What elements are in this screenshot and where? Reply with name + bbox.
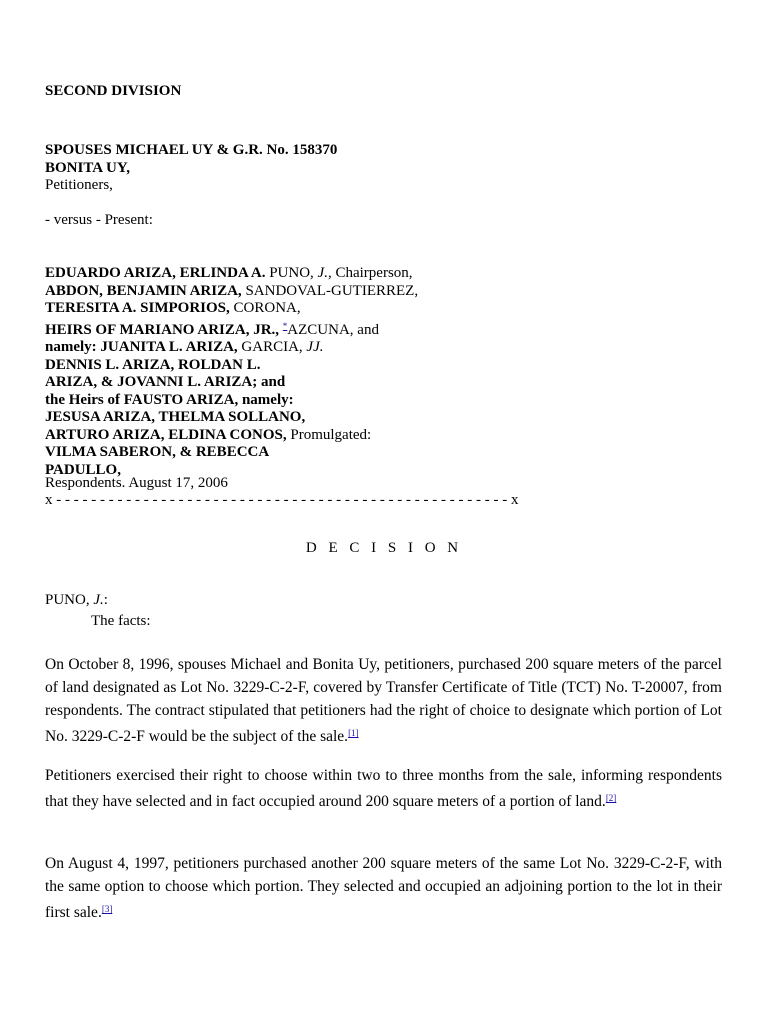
paragraph-text: On October 8, 1996, spouses Michael and Bonita Uy, petitioners, purchased 200 square meters of the parcel of land designated as Lot No. 3229-C-2-F, covered by Transfer Certificate of Title (TCT) No. T-20007, from respondents. The contract stipulated that petitioners had the right of choice to designate which portion of Lot No. 3229-C-2-F would be the subject of the sale.	[45, 656, 722, 745]
facts-intro: The facts:	[91, 613, 151, 629]
respondent-names: ARIZA, & JOVANNI L. ARIZA; and	[45, 374, 286, 390]
respondent-line	[45, 339, 723, 357]
respondent-names: TERESITA A. SIMPORIOS,	[45, 300, 230, 316]
ponente-line: PUNO, J.:	[45, 592, 108, 608]
respondent-names: namely: JUANITA L. ARIZA,	[45, 339, 238, 355]
petitioners-role: Petitioners,	[45, 177, 113, 193]
respondent-line	[45, 265, 723, 283]
respondent-line	[45, 427, 723, 445]
respondent-names: HEIRS OF MARIANO ARIZA, JR.,	[45, 321, 280, 338]
bench-title: JJ.	[306, 339, 324, 355]
paragraph-text: On August 4, 1997, petitioners purchased another 200 square meters of the same Lot No. 3229-C-2-F, with the same option to choose which portion. They selected and occupied an adjoining portion to the lot in their first sale.	[45, 855, 722, 921]
respondent-line	[45, 300, 723, 318]
bench-text-tail: , Chairperson,	[327, 265, 413, 281]
respondent-names: DENNIS L. ARIZA, ROLDAN L.	[45, 356, 261, 373]
bench-text: SANDOVAL-GUTIERREZ,	[241, 282, 419, 299]
respondent-line	[45, 357, 723, 375]
respondent-line	[45, 444, 723, 462]
respondent-names: the Heirs of FAUSTO ARIZA, namely:	[45, 391, 294, 408]
bench-text: CORONA,	[229, 300, 301, 316]
bench-text-tail: AZCUNA, and	[287, 321, 379, 338]
respondents-block	[45, 265, 723, 479]
respondent-names: ABDON, BENJAMIN ARIZA,	[45, 282, 242, 299]
respondent-line	[45, 283, 723, 301]
footnote-link-1[interactable]: [1]	[348, 728, 359, 738]
petitioners-line-2: BONITA UY,	[45, 159, 131, 176]
bench-title: J.	[317, 265, 328, 281]
ponente-title: J.	[93, 592, 104, 608]
respondent-names: VILMA SABERON, & REBECCA	[45, 444, 270, 460]
decision-heading: D E C I S I O N	[305, 540, 463, 556]
respondents-role-date: Respondents. August 17, 2006	[45, 475, 228, 491]
bench-text: PUNO,	[265, 265, 318, 281]
division-heading: SECOND DIVISION	[45, 83, 182, 99]
respondent-line	[45, 392, 723, 410]
paragraph-text: Petitioners exercised their right to choose within two to three months from the sale, informing respondents that they have selected and in fact occupied around 200 square meters of a portion of land.	[45, 767, 722, 810]
respondent-line	[45, 318, 723, 340]
respondent-line	[45, 409, 723, 427]
paragraph-1	[45, 653, 722, 748]
respondent-names: PADULLO,	[45, 461, 121, 478]
footnote-link[interactable]: *	[282, 320, 288, 331]
caption-divider: x - - - - - - - - - - - - - - - - - - - - - - - - - - - - - - - - - - - - - - - - - - - - - - - - - - - - x	[45, 492, 519, 508]
respondent-line	[45, 374, 723, 392]
paragraph-2	[45, 764, 722, 813]
footnote-link-3[interactable]: [3]	[101, 904, 113, 914]
petitioners-block	[45, 142, 723, 195]
footnote-link-2[interactable]: [2]	[605, 793, 617, 803]
versus-line: - versus - Present:	[45, 212, 153, 228]
respondent-names: EDUARDO ARIZA, ERLINDA A.	[45, 265, 266, 281]
ponente-name: PUNO,	[45, 592, 94, 608]
petitioners-line-1: SPOUSES MICHAEL UY & G.R. No. 158370	[45, 142, 338, 158]
bench-text: Promulgated:	[286, 426, 372, 443]
bench-text: GARCIA,	[237, 339, 307, 355]
paragraph-3	[45, 852, 722, 924]
respondent-names: ARTURO ARIZA, ELDINA CONOS,	[45, 426, 287, 443]
respondent-names: JESUSA ARIZA, THELMA SOLLANO,	[45, 409, 306, 425]
